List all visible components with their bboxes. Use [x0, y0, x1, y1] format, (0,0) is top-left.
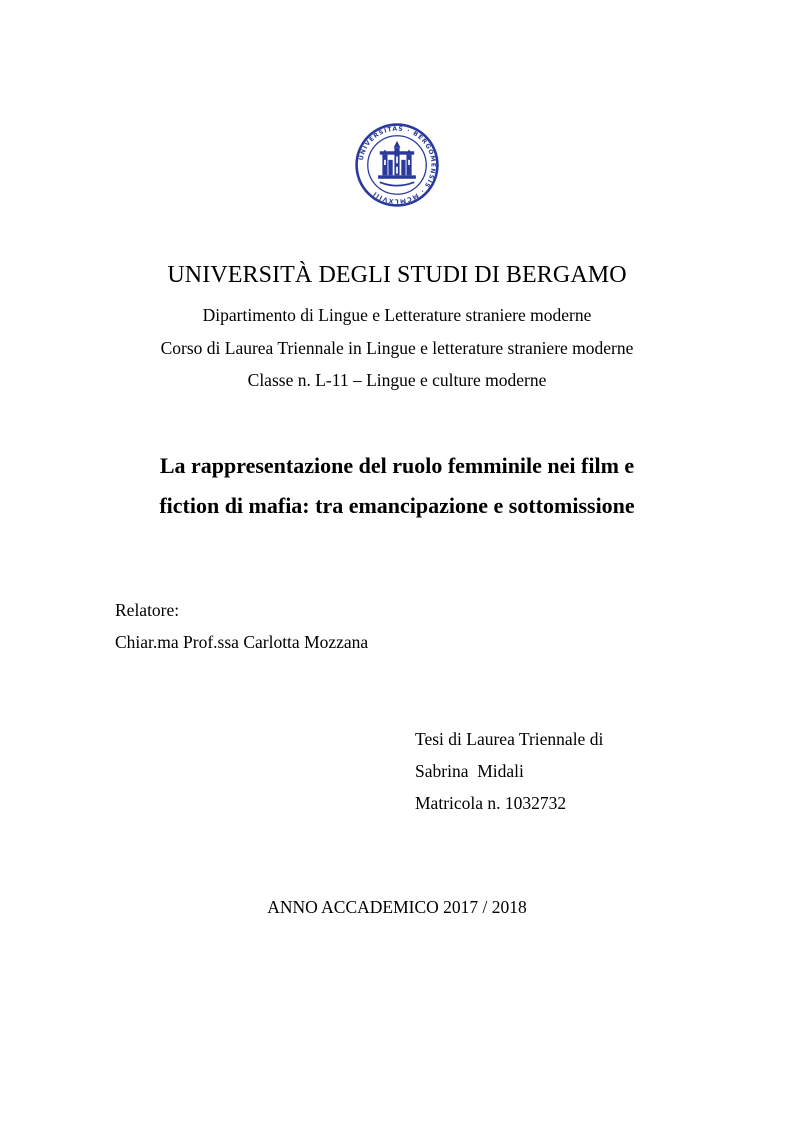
degree-class: Classe n. L-11 – Lingue e culture moderne [247, 370, 547, 390]
thesis-title-line-1: La rappresentazione del ruolo femminile nei film e [159, 453, 635, 478]
supervisor-name: Chiar.ma Prof.ssa Carlotta Mozzana [115, 632, 369, 652]
department-name: Dipartimento di Lingue e Letterature straniere moderne [202, 305, 592, 325]
university-seal-logo [354, 122, 440, 208]
thesis-type-label: Tesi di Laurea Triennale di [415, 729, 604, 749]
university-name: UNIVERSITÀ DEGLI STUDI DI BERGAMO [167, 262, 627, 288]
academic-year: ANNO ACCADEMICO 2017 / 2018 [267, 897, 527, 917]
supervisor-label: Relatore: [115, 600, 180, 620]
course-name: Corso di Laurea Triennale in Lingue e letterature straniere moderne [160, 338, 634, 358]
thesis-title-line-2: fiction di mafia: tra emancipazione e sottomissione [159, 493, 635, 518]
student-matricola: Matricola n. 1032732 [415, 793, 567, 813]
student-name: Sabrina Midali [415, 761, 524, 781]
svg-text:UNIVERSITAS · BERGOMENSIS · MC: UNIVERSITAS · BERGOMENSIS · MCMLXVIII [357, 125, 437, 205]
